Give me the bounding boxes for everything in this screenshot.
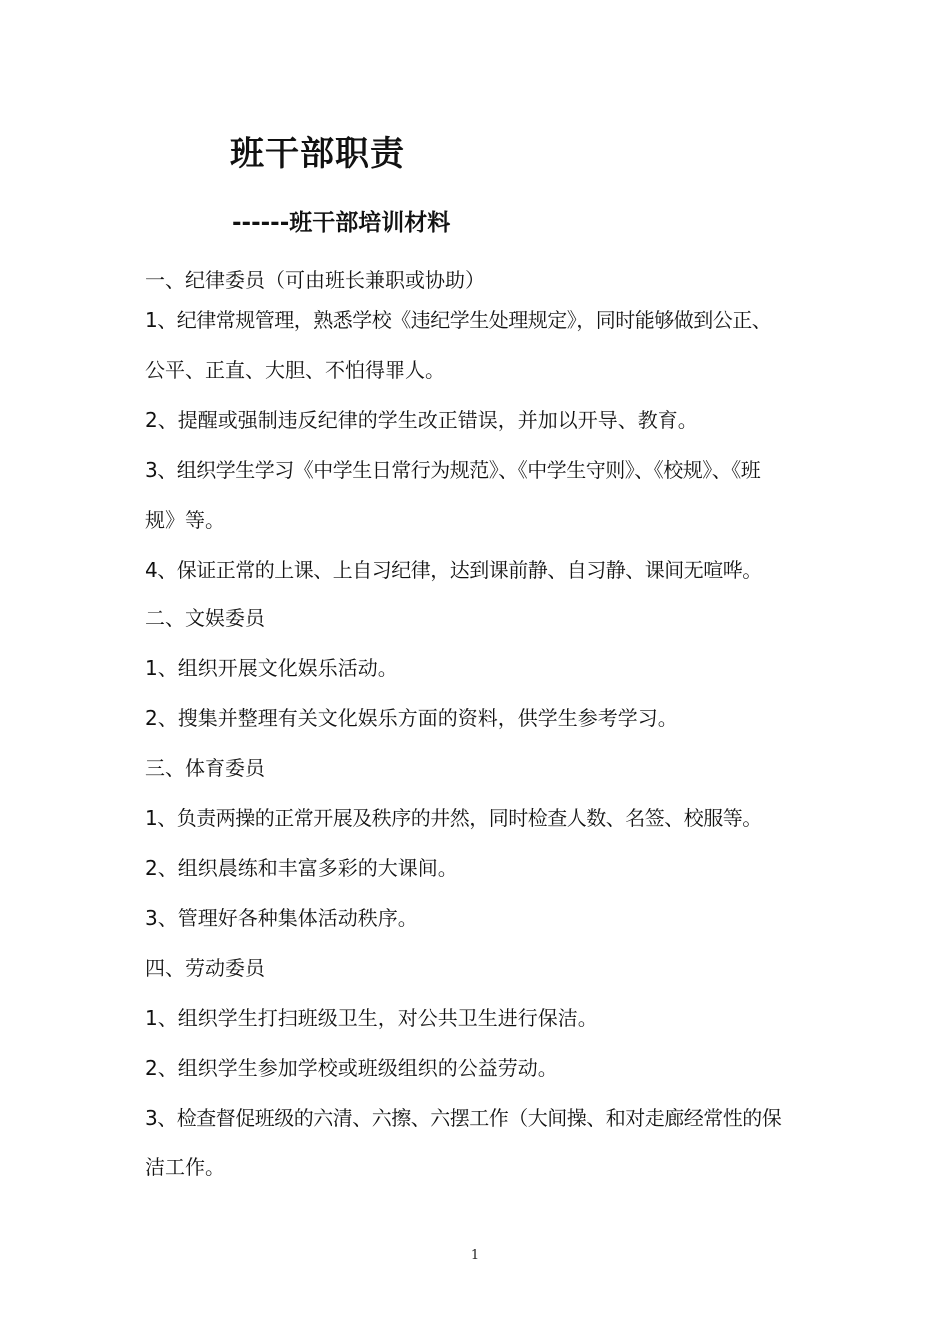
paragraph-line: 3、管理好各种集体活动秩序。 <box>145 906 418 930</box>
paragraph-line: 1、组织开展文化娱乐活动。 <box>145 656 398 680</box>
page-number: 1 <box>470 1248 480 1263</box>
document-title: 班干部职责 <box>230 134 405 174</box>
paragraph-line: 2、搜集并整理有关文化娱乐方面的资料，供学生参考学习。 <box>145 706 678 730</box>
section-heading-entertainment: 二、文娱委员 <box>145 606 265 630</box>
document-subtitle: ------班干部培训材料 <box>232 210 451 236</box>
paragraph-line: 1、纪律常规管理，熟悉学校《违纪学生处理规定》，同时能够做到公正、 <box>145 308 772 332</box>
paragraph-line: 4、保证正常的上课、上自习纪律，达到课前静、自习静、课间无喧哗。 <box>145 558 762 582</box>
paragraph-line: 2、组织学生参加学校或班级组织的公益劳动。 <box>145 1056 558 1080</box>
paragraph-line: 1、组织学生打扫班级卫生，对公共卫生进行保洁。 <box>145 1006 598 1030</box>
section-heading-sports: 三、体育委员 <box>145 756 265 780</box>
paragraph-line: 1、负责两操的正常开展及秩序的井然，同时检查人数、名签、校服等。 <box>145 806 762 830</box>
paragraph-line: 2、组织晨练和丰富多彩的大课间。 <box>145 856 458 880</box>
paragraph-line: 2、提醒或强制违反纪律的学生改正错误，并加以开导、教育。 <box>145 408 698 432</box>
paragraph-line: 洁工作。 <box>145 1155 225 1179</box>
paragraph-line: 3、组织学生学习《中学生日常行为规范》、《中学生守则》、《校规》、《班 <box>145 458 761 482</box>
section-heading-labor: 四、劳动委员 <box>145 956 265 980</box>
section-heading-discipline: 一、纪律委员（可由班长兼职或协助） <box>145 268 485 292</box>
paragraph-line: 规》等。 <box>145 508 225 532</box>
paragraph-line: 公平、正直、大胆、不怕得罪人。 <box>145 358 445 382</box>
paragraph-line: 3、检查督促班级的六清、六擦、六摆工作（大间操、和对走廊经常性的保 <box>145 1106 782 1130</box>
